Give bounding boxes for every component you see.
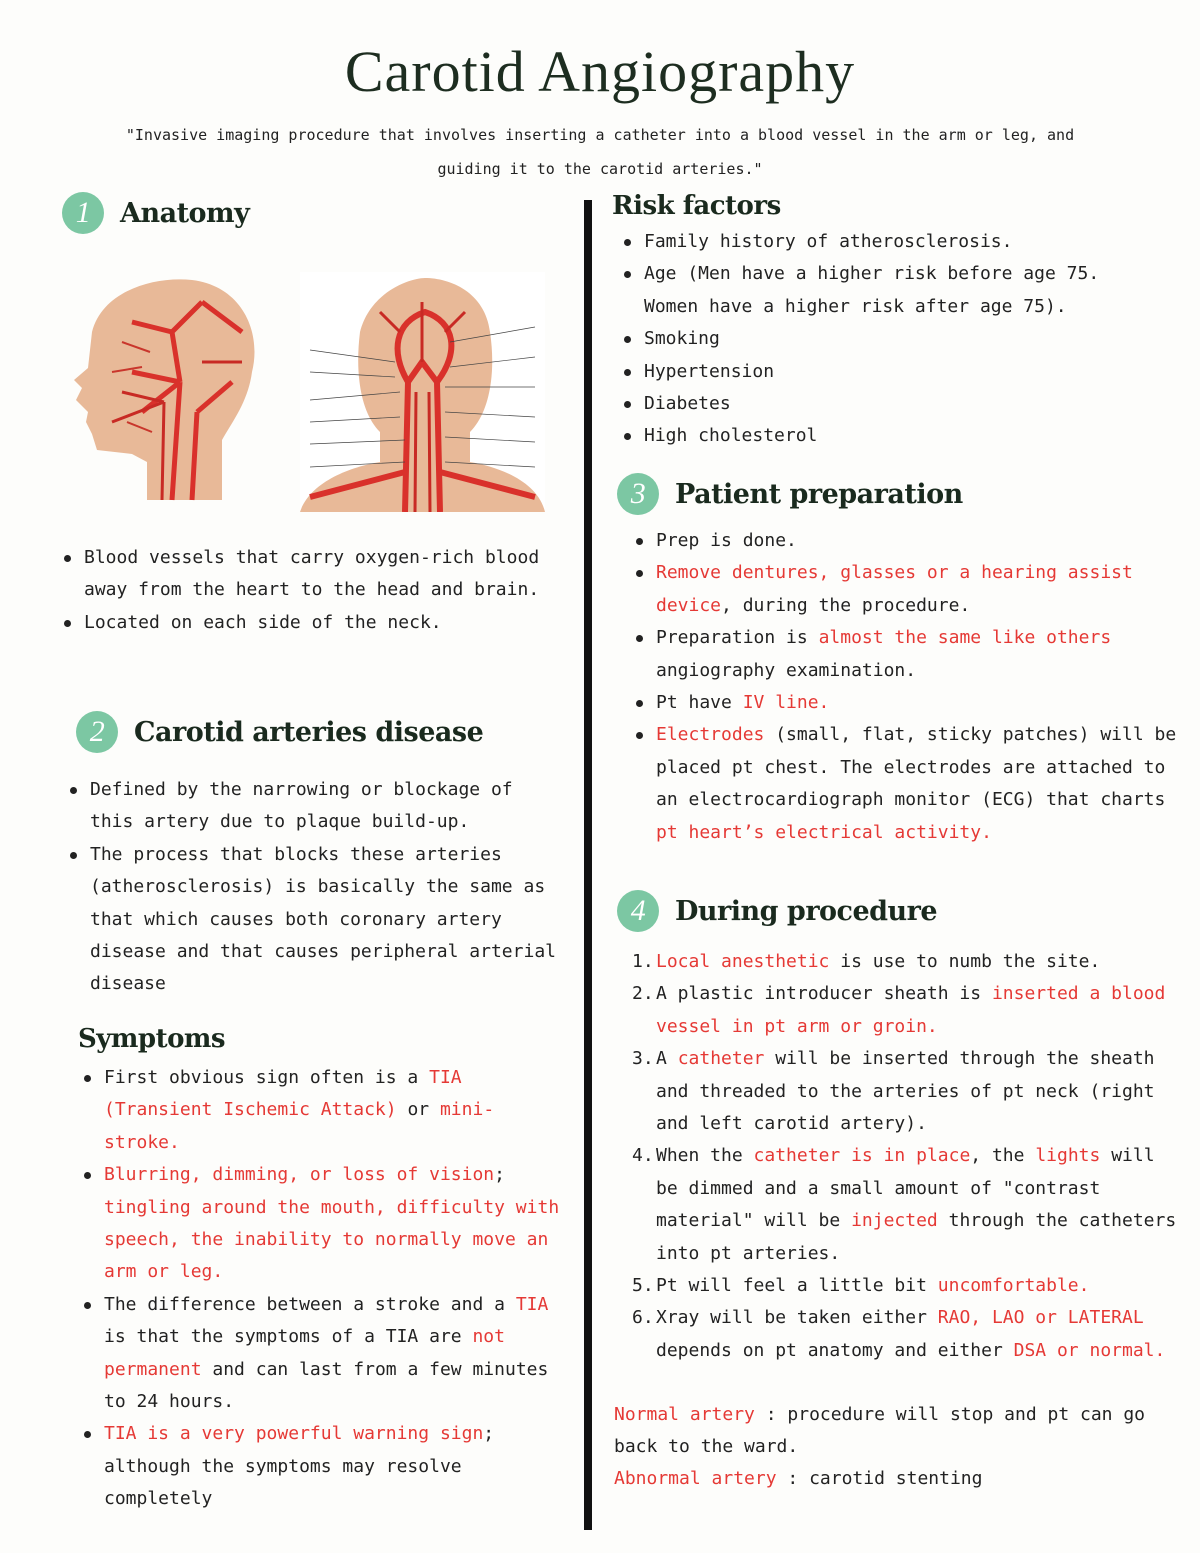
anatomy-title: Anatomy — [120, 197, 250, 229]
list-item: The difference between a stroke and a TIA is that the symptoms of a TIA are not permanent and can last from a few minutes to 24 hours. — [80, 1289, 568, 1419]
head-front-illustration — [300, 272, 545, 512]
symptoms-heading: Symptoms — [78, 1024, 226, 1054]
risk-factors-list — [620, 226, 1160, 453]
list-item: 2. A plastic introducer sheath is inserted a blood vessel in pt arm or groin. — [632, 983, 1166, 1037]
abnormal-artery-note: Abnormal artery : carotid stenting — [614, 1468, 983, 1489]
list-item: Pt have IV line. — [632, 687, 1180, 719]
disease-heading — [76, 711, 483, 753]
list-item: TIA is a very powerful warning sign; although the symptoms may resolve completely — [80, 1418, 568, 1515]
list-item: Hypertension — [620, 356, 1160, 388]
page-title: Carotid Angiography — [344, 39, 856, 104]
list-item: 5. Pt will feel a little bit uncomfortable. — [632, 1275, 1090, 1297]
page-subtitle: "Invasive imaging procedure that involves inserting a catheter into a blood vessel in the arm or leg, and guiding it to the carotid arteries." — [125, 126, 1075, 178]
head-side-illustration — [52, 272, 282, 502]
list-item: Diabetes — [620, 388, 1160, 420]
disease-list — [66, 774, 566, 1001]
symptoms-list — [80, 1062, 568, 1516]
risk-factors-heading: Risk factors — [612, 191, 781, 221]
list-item: Remove dentures, glasses or a hearing assist device, during the procedure. — [632, 557, 1180, 622]
section-number-4: 4 — [617, 890, 659, 932]
list-item: First obvious sign often is a TIA (Transient Ischemic Attack) or mini-stroke. — [80, 1062, 568, 1159]
list-item: 4. When the catheter is in place, the lights will be dimmed and a small amount of "contrast material" will be injected through the catheters into pt arteries. — [632, 1145, 1177, 1264]
list-item: 1. Local anesthetic is use to numb the site. — [632, 951, 1101, 972]
list-item: Blood vessels that carry oxygen-rich blood away from the heart to the head and brain. — [60, 542, 560, 607]
normal-artery-note: Normal artery : procedure will stop and pt can go back to the ward. — [614, 1404, 1146, 1458]
list-item: High cholesterol — [620, 420, 1160, 452]
list-item: The process that blocks these arteries (atherosclerosis) is basically the same as that which causes both coronary artery disease and that causes peripheral arterial disease — [66, 839, 566, 1001]
anatomy-heading — [62, 192, 249, 234]
disease-title: Carotid arteries disease — [134, 716, 484, 748]
list-item: Preparation is almost the same like others angiography examination. — [632, 622, 1180, 687]
patient-preparation-title: Patient preparation — [675, 478, 963, 510]
list-item: Defined by the narrowing or blockage of this artery due to plaque build-up. — [66, 774, 566, 839]
section-number-2: 2 — [76, 711, 118, 753]
during-procedure-title: During procedure — [675, 895, 938, 927]
list-item: 6. Xray will be taken either RAO, LAO or LATERAL depends on pt anatomy and either DSA or normal. — [632, 1307, 1166, 1361]
during-procedure-heading — [617, 890, 937, 932]
list-item: 3. A catheter will be inserted through the sheath and threaded to the arteries of pt neck (right and left carotid artery). — [632, 1048, 1155, 1135]
section-number-3: 3 — [617, 473, 659, 515]
list-item: Located on each side of the neck. — [60, 607, 560, 639]
section-number-1: 1 — [62, 192, 104, 234]
procedure-steps — [614, 946, 1180, 1367]
preparation-list — [632, 525, 1180, 849]
anatomy-list — [60, 542, 560, 639]
list-item: Prep is done. — [632, 525, 1180, 557]
column-divider — [584, 200, 592, 1530]
list-item: Age (Men have a higher risk before age 75. Women have a higher risk after age 75). — [620, 258, 1160, 323]
list-item: Electrodes (small, flat, sticky patches) will be placed pt chest. The electrodes are attached to an electrocardiograph monitor (ECG) that charts pt heart’s electrical activity. — [632, 719, 1180, 849]
list-item: Smoking — [620, 323, 1160, 355]
patient-preparation-heading — [617, 473, 963, 515]
list-item: Family history of atherosclerosis. — [620, 226, 1160, 258]
list-item: Blurring, dimming, or loss of vision; tingling around the mouth, difficulty with speech, the inability to normally move an arm or leg. — [80, 1159, 568, 1289]
